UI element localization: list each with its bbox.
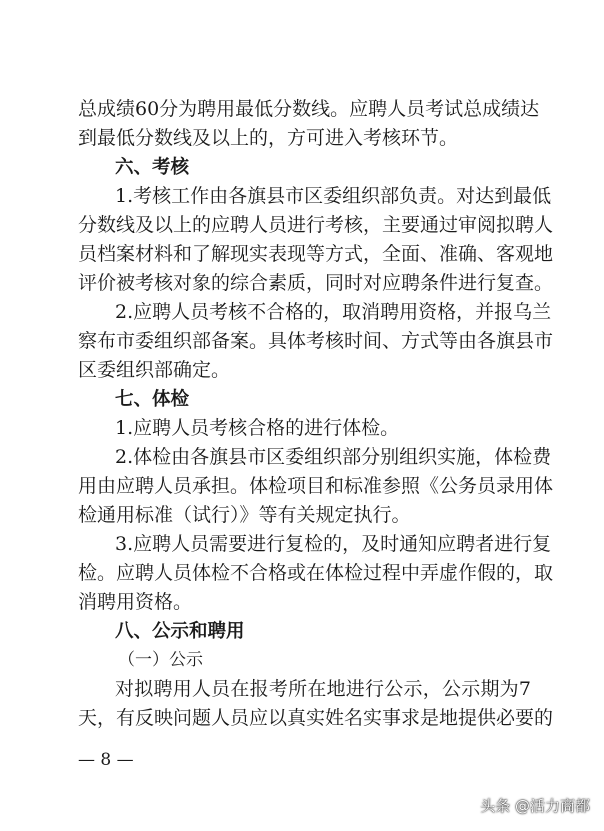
page-number: — 8 — xyxy=(78,750,134,770)
text-line: 3.应聘人员需要进行复检的，及时通知应聘者进行复 xyxy=(115,533,552,555)
text-line: 1.应聘人员考核合格的进行体检。 xyxy=(115,417,400,439)
subsection-heading: （一）公示 xyxy=(118,650,203,670)
text-line: 分数线及以上的应聘人员进行考核，主要通过审阅拟聘人 xyxy=(78,214,554,236)
text-line: 员档案材料和了解现实表现等方式，全面、准确、客观地 xyxy=(78,243,554,265)
text-line: 总成绩60分为聘用最低分数线。应聘人员考试总成绩达 xyxy=(78,98,540,120)
document-body xyxy=(78,95,554,733)
text-line: 消聘用资格。 xyxy=(78,591,193,613)
text-line: 1.考核工作由各旗县市区委组织部负责。对达到最低 xyxy=(115,185,552,207)
text-line: 检。应聘人员体检不合格或在体检过程中弄虚作假的，取 xyxy=(78,562,554,584)
text-line: 评价被考核对象的综合素质，同时对应聘条件进行复查。 xyxy=(78,272,554,294)
text-line: 2.体检由各旗县市区委组织部分别组织实施，体检费 xyxy=(115,446,552,468)
text-line: 检通用标准（试行）》等有关规定执行。 xyxy=(78,504,411,526)
text-line: 对拟聘用人员在报考所在地进行公示，公示期为7 xyxy=(115,678,531,700)
watermark: 头条 @活力商都 xyxy=(480,797,590,815)
text-line: 用由应聘人员承担。体检项目和标准参照《公务员录用体 xyxy=(78,475,554,497)
text-line: 2.应聘人员考核不合格的，取消聘用资格，并报乌兰 xyxy=(115,301,552,323)
text-line: 到最低分数线及以上的，方可进入考核环节。 xyxy=(78,127,459,149)
text-line: 天，有反映问题人员应以真实姓名实事求是地提供必要的 xyxy=(78,707,554,729)
text-line: 察布市委组织部备案。具体考核时间、方式等由各旗县市 xyxy=(78,330,554,352)
section-heading: 七、体检 xyxy=(115,389,190,410)
text-line: 区委组织部确定。 xyxy=(78,359,231,381)
section-heading: 八、公示和聘用 xyxy=(115,621,245,642)
section-heading: 六、考核 xyxy=(115,157,190,178)
